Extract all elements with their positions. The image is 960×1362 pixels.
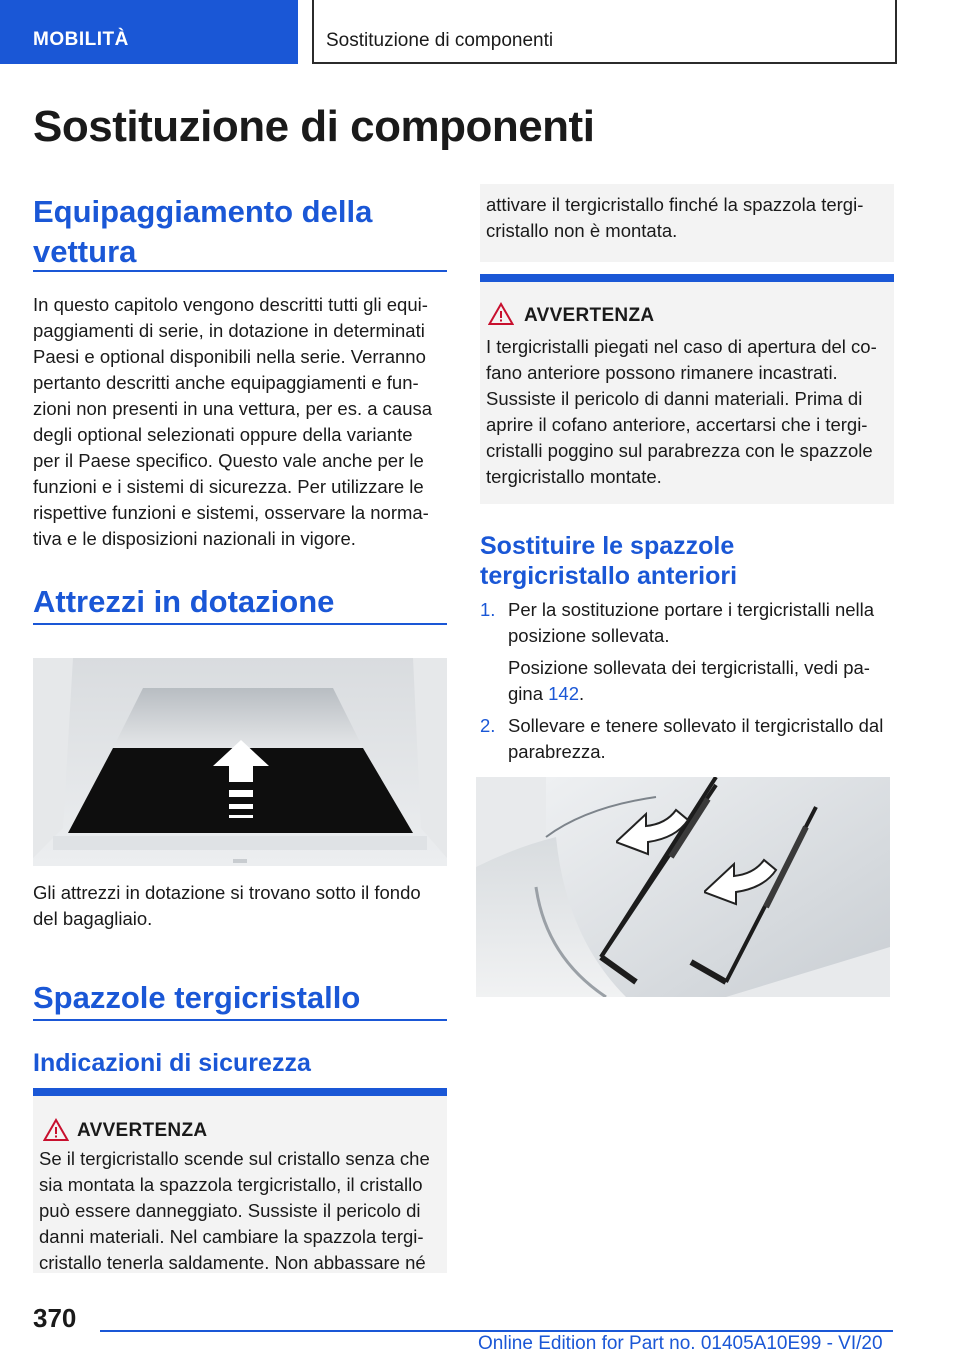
text-line: . <box>579 683 585 704</box>
text-line: danni materiali. Nel cambiare la spazzola tergi- <box>39 1226 424 1247</box>
steps-list <box>480 597 900 771</box>
text-line: Paesi e optional disponibili nella serie. Verranno <box>33 346 426 367</box>
text-line: Posizione sollevata dei tergicristalli, vedi pa- <box>508 657 870 678</box>
text-line: gina <box>508 683 543 704</box>
heading-wipers: Spazzole tergicristallo <box>33 980 361 1015</box>
step-item <box>480 597 900 707</box>
text-line: pertanto descritti anche equipaggiamenti e fun- <box>33 372 419 393</box>
page-link[interactable]: 142 <box>548 683 579 704</box>
page-title: Sostituzione di componenti <box>33 102 595 151</box>
text-line: In questo capitolo vengono descritti tutti gli equi- <box>33 294 428 315</box>
warning-triangle-icon <box>488 302 514 326</box>
text-line: Sussiste il pericolo di danni materiali. Prima di <box>486 388 863 409</box>
text-line: aprire il cofano anteriore, accertarsi che i tergi- <box>486 414 868 435</box>
warning-text-continued <box>486 192 894 244</box>
text-line: cristalli poggino sul parabrezza con le spazzole <box>486 440 873 461</box>
trunk-floor-illustration <box>33 658 447 866</box>
equipment-paragraph <box>33 292 453 552</box>
footer-edition: Online Edition for Part no. 01405A10E99 - VI/20 <box>478 1333 883 1354</box>
heading-equipment <box>33 192 372 272</box>
text-line: funzioni e i sistemi di sicurezza. Per utilizzare le <box>33 476 424 497</box>
text-line: parabrezza. <box>508 741 606 762</box>
text-line: posizione sollevata. <box>508 625 670 646</box>
tools-caption <box>33 880 453 932</box>
text-line: cristallo tenerla saldamente. Non abbassare né <box>39 1252 426 1273</box>
text-line: Gli attrezzi in dotazione si trovano sotto il fondo <box>33 882 421 903</box>
warning-bar <box>480 274 894 282</box>
heading-equipment-line2: vettura <box>33 234 137 269</box>
warning-triangle-icon <box>43 1118 69 1142</box>
warning-text <box>39 1146 447 1276</box>
header-section-label: MOBILITÀ <box>33 29 129 50</box>
heading-replace-wipers <box>480 531 737 591</box>
text-line: fano anteriore possono rimanere incastrati. <box>486 362 838 383</box>
step-number: 1. <box>480 599 496 620</box>
warning-bar <box>33 1088 447 1096</box>
text-line: tergicristallo montate. <box>486 466 662 487</box>
warning-label: AVVERTENZA <box>524 305 655 326</box>
header-section-tab <box>0 0 298 64</box>
step-item <box>480 713 900 765</box>
arrow-icon <box>704 852 779 908</box>
warning-label: AVVERTENZA <box>77 1120 208 1141</box>
text-line: zioni non presenti in una vettura, per es. a causa <box>33 398 433 419</box>
warning-box-continued <box>480 184 894 262</box>
text-line: tiva e le disposizioni nazionali in vigore. <box>33 528 356 549</box>
warning-text <box>486 334 894 490</box>
heading-rule <box>33 1019 447 1021</box>
raised-wipers-illustration <box>476 777 890 997</box>
text-line: attivare il tergicristallo finché la spazzola tergi- <box>486 194 864 215</box>
heading-replace-line2: tergicristallo anteriori <box>480 562 738 590</box>
text-line: paggiamenti di serie, in dotazione in determinati <box>33 320 425 341</box>
text-line: degli optional selezionati oppure della variante <box>33 424 413 445</box>
text-line: Sollevare e tenere sollevato il tergicristallo dal <box>508 715 884 736</box>
heading-rule <box>33 623 447 625</box>
warning-box <box>480 274 894 504</box>
text-line: Se il tergicristallo scende sul cristallo senza che <box>39 1148 430 1169</box>
arrow-icon <box>616 802 691 858</box>
text-line: rispettive funzioni e sistemi, osservare la norma- <box>33 502 429 523</box>
warning-box <box>33 1088 447 1273</box>
heading-tools: Attrezzi in dotazione <box>33 584 335 619</box>
text-line: può essere danneggiato. Sussiste il pericolo di <box>39 1200 421 1221</box>
heading-safety: Indicazioni di sicurezza <box>33 1049 311 1077</box>
text-line: I tergicristalli piegati nel caso di apertura del co- <box>486 336 877 357</box>
heading-rule <box>33 270 447 272</box>
step-number: 2. <box>480 715 496 736</box>
header-chapter-box <box>312 0 897 64</box>
text-line: sia montata la spazzola tergicristallo, il cristallo <box>39 1174 423 1195</box>
text-line: Per la sostituzione portare i tergicristalli nella <box>508 599 875 620</box>
heading-equipment-line1: Equipaggiamento della <box>33 194 373 229</box>
footer-rule <box>100 1330 893 1332</box>
heading-replace-line1: Sostituire le spazzole <box>480 532 735 560</box>
text-line: cristallo non è montata. <box>486 220 678 241</box>
page-number: 370 <box>33 1303 77 1333</box>
text-line: per il Paese specifico. Questo vale anche per le <box>33 450 424 471</box>
header-chapter-label: Sostituzione di componenti <box>326 30 554 51</box>
arrow-up-icon <box>213 740 269 822</box>
text-line: del bagagliaio. <box>33 908 153 929</box>
